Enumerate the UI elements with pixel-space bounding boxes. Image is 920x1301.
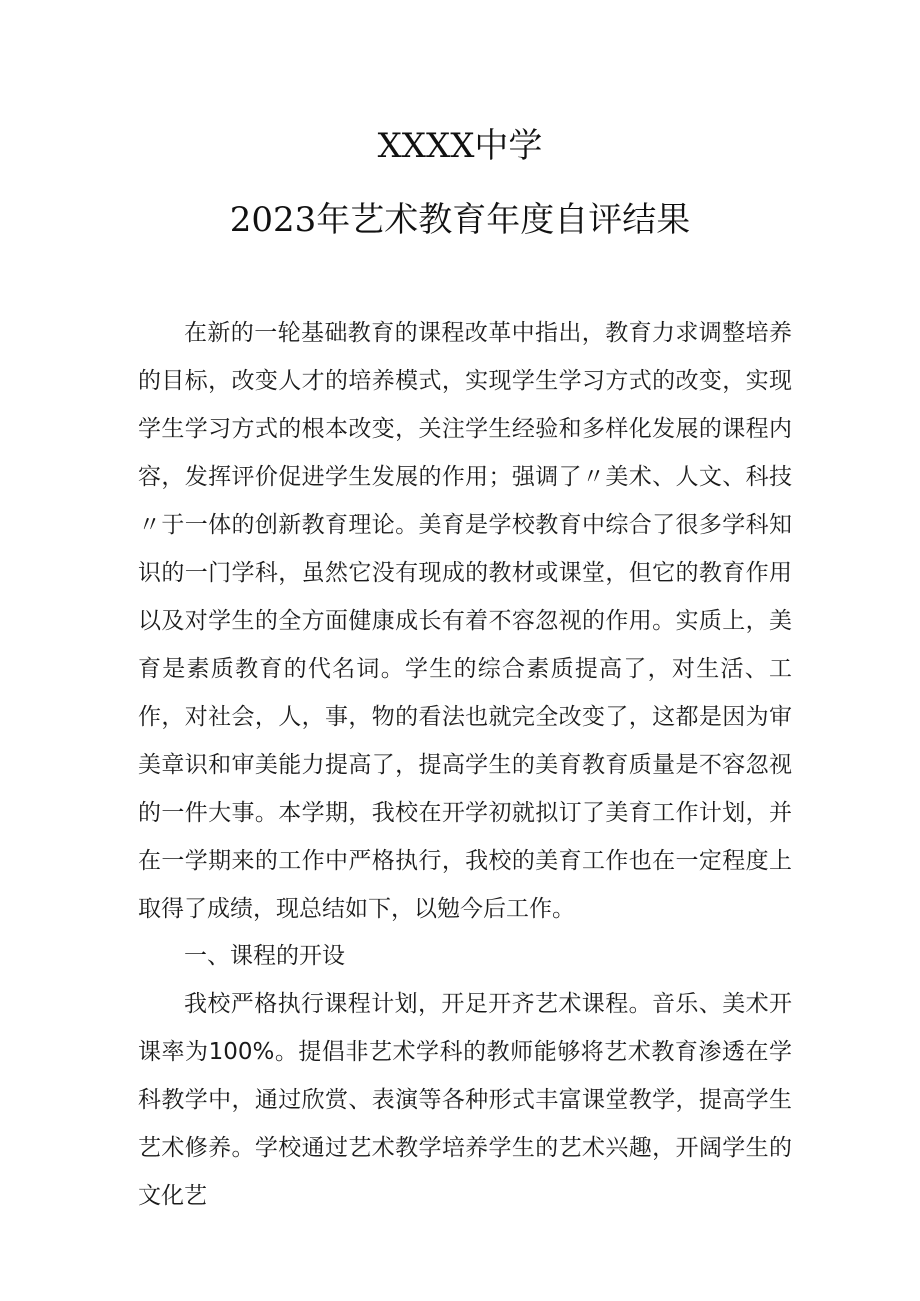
body-paragraph-courses [138,980,792,1220]
body-paragraph-intro [138,309,792,933]
section-heading-courses [138,932,792,980]
paragraph-text: 我校严格执行课程计划，开足开齐艺术课程。音乐、美术开课率为100%。提倡非艺术学科的教师能够将艺术教育渗透在学科教学中，通过欣赏、表演等各种形式丰富课堂教学，提高学生艺术修养。学校通过艺术教学培养学生的艺术兴趣，开阔学生的文化艺 [138,991,792,1209]
document-title-report: 2023年艺术教育年度自评结果 [229,200,691,240]
document-title-school: XXXX中学 [377,126,543,166]
paragraph-text: 在新的一轮基础教育的课程改革中指出，教育力求调整培养的目标，改变人才的培养模式，实现学生学习方式的改变，实现学生学习方式的根本改变，关注学生经验和多样化发展的课程内容，发挥评价促进学生发展的作用；强调了〃美术、人文、科技〃于一体的创新教育理论。美育是学校教育中综合了很多学科知识的一门学科，虽然它没有现成的教材或课堂，但它的教育作用以及对学生的全方面健康成长有着不容忽视的作用。实质上，美育是素质教育的代名词。学生的综合素质提高了，对生活、工作，对社会，人，事，物的看法也就完全改变了，这都是因为审美章识和审美能力提高了，提高学生的美育教育质量是不容忽视的一件大事。本学期，我校在开学初就拟订了美育工作计划，并在一学期来的工作中严格执行，我校的美育工作也在一定程度上取得了成绩，现总结如下，以勉今后工作。 [138,320,792,922]
section-heading-text: 一、课程的开设 [184,943,345,969]
